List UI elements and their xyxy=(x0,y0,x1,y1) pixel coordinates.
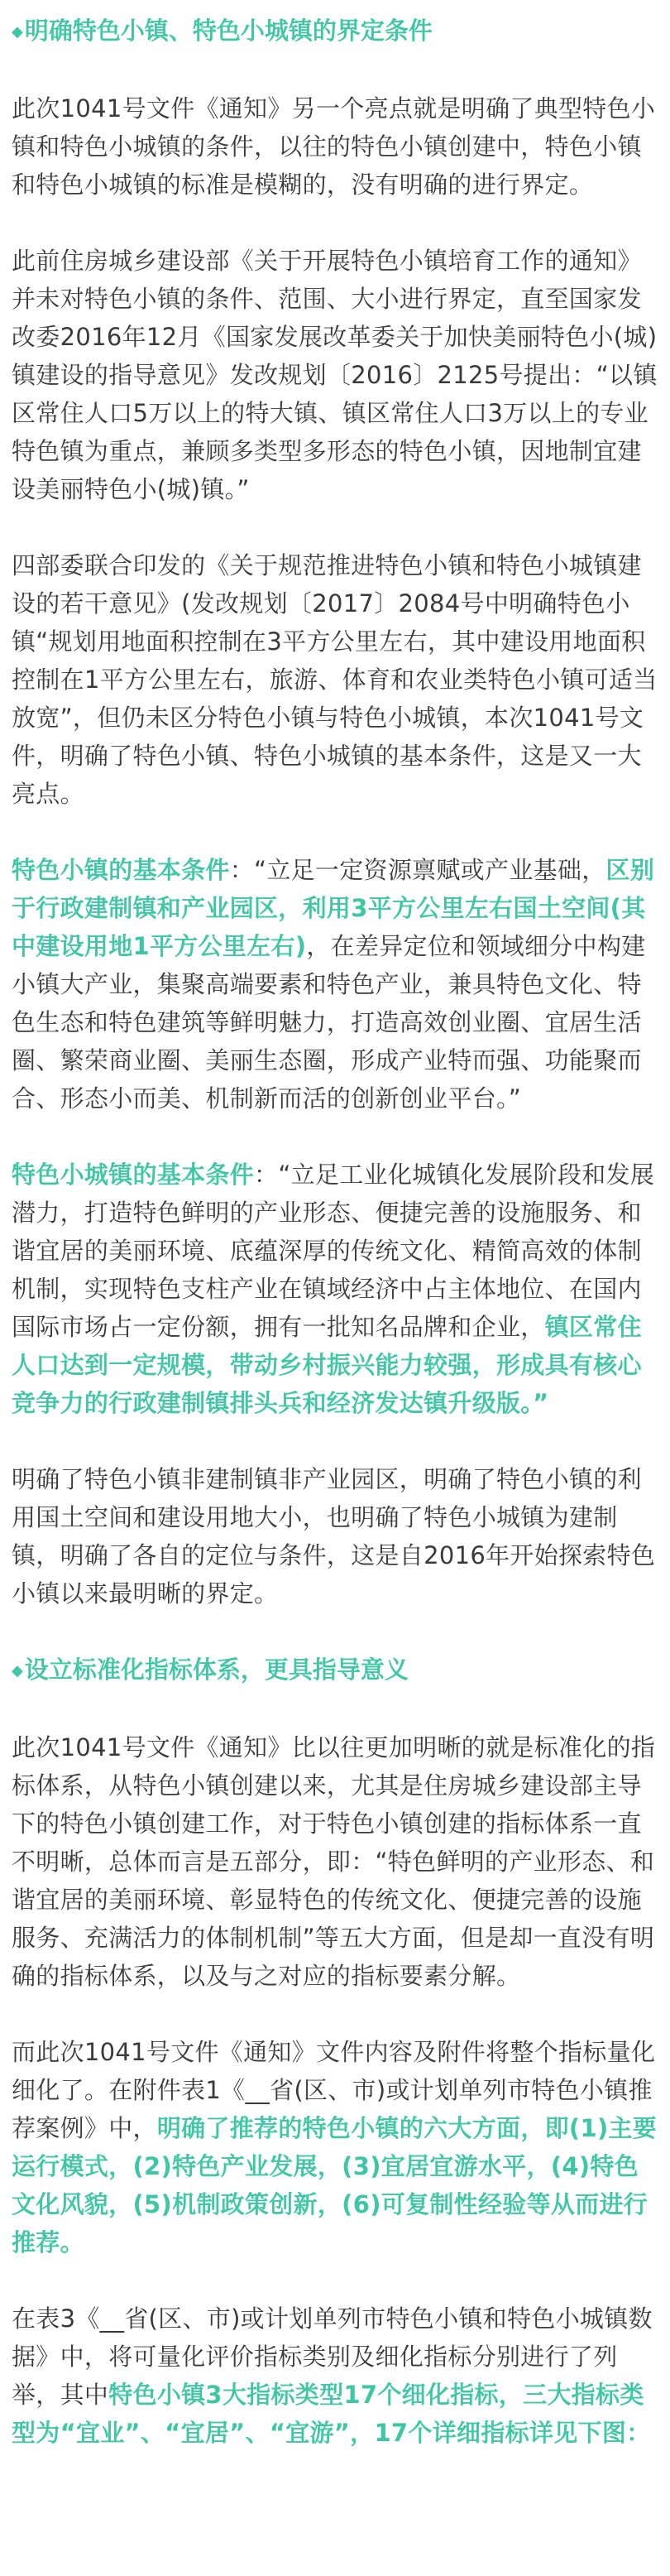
paragraph xyxy=(12,851,658,1117)
body-text: 在表3《__省(区、市)或计划单列市特色小镇和特色小城镇数据》中，将可量化评价指标类别及细化指标分别进行了列举，其中 xyxy=(12,2304,653,2409)
section-heading xyxy=(12,12,658,51)
diamond-bullet-icon: ◆ xyxy=(12,1662,23,1680)
body-text: 明确了特色小镇非建制镇非产业园区，明确了特色小镇的利用国土空间和建设用地大小，也明确了特色小城镇为建制镇，明确了各自的定位与条件，这是自2016年开始探索特色小镇以来最明晰的界定。 xyxy=(12,1465,656,1608)
body-text: ，在差异定位和领域细分中构建小镇大产业，集聚高端要素和特色产业，兼具特色文化、特色生态和特色建筑等鲜明魅力，打造高效创业圈、宜居生活圈、繁荣商业圈、美丽生态圈，形成产业特而强、功能聚而合、形态小而美、机制新而活的创新创业平台。” xyxy=(12,932,646,1113)
paragraph xyxy=(12,2300,658,2452)
paragraph xyxy=(12,2033,658,2261)
paragraph xyxy=(12,89,658,204)
body-text: 四部委联合印发的《关于规范推进特色小镇和特色小城镇建设的若干意见》(发改规划〔2017〕2084号中明确特色小镇“规划用地面积控制在3平方公里左右，其中建设用地面积控制在1平方公里左右，旅游、体育和农业类特色小镇可适当放宽”，但仍未区分特色小镇与特色小城镇，本次1041号文件，明确了特色小镇、特色小城镇的基本条件，这是又一大亮点。 xyxy=(12,551,658,808)
paragraph xyxy=(12,242,658,508)
body-text: 此次1041号文件《通知》比以往更加明晰的就是标准化的指标体系，从特色小镇创建以来，尤其是住房城乡建设部主导下的特色小镇创建工作，对于特色小镇创建的指标体系一直不明晰，总体而言是五部分，即：“特色鲜明的产业形态、和谐宜居的美丽环境、彰显特色的传统文化、便捷完善的设施服务、充满活力的体制机制”等五大方面，但是却一直没有明确的指标体系，以及与之对应的指标要素分解。 xyxy=(12,1733,656,1990)
highlighted-text: 区别于行政建制镇和产业园区，利用3平方公里左右国土空间(其中建设用地1平方公里左右) xyxy=(12,856,655,960)
body-text: 此前住房城乡建设部《关于开展特色小镇培育工作的通知》并未对特色小镇的条件、范围、大小进行界定，直至国家发改委2016年12月《国家发展改革委关于加快美丽特色小(城)镇建设的指导意见》发改规划〔2016〕2125号提出：“以镇区常住人口5万以上的特大镇、镇区常住人口3万以上的专业特色镇为重点，兼顾多类型多形态的特色小镇，因地制宜建设美丽特色小(城)镇。” xyxy=(12,247,658,503)
body-text: 而此次1041号文件《通知》文件内容及附件将整个指标量化细化了。在附件表1《__省(区、市)或计划单列市特色小镇推荐案例》中， xyxy=(12,2038,656,2142)
paragraph xyxy=(12,546,658,813)
body-text: ：“立足工业化城镇化发展阶段和发展潜力，打造特色鲜明的产业形态、便捷完善的设施服务、和谐宜居的美丽环境、底蕴深厚的传统文化、精简高效的体制机制，实现特色支柱产业在镇域经济中占主体地位、在国内国际市场占一定份额，拥有一批知名品牌和企业， xyxy=(12,1161,655,1341)
paragraph xyxy=(12,1728,658,1995)
paragraph xyxy=(12,1460,658,1612)
highlighted-text: 特色小镇3大指标类型17个细化指标，三大指标类型为“宜业”、“宜居”、“宜游”，17个详细指标详见下图： xyxy=(12,2381,651,2447)
highlighted-text: 镇区常住人口达到一定规模，带动乡村振兴能力较强，形成具有核心竞争力的行政建制镇排头兵和经济发达镇升级版。” xyxy=(12,1313,642,1417)
section-heading xyxy=(12,1651,658,1690)
paragraph xyxy=(12,1156,658,1422)
section-heading-text: 明确特色小镇、特色小城镇的界定条件 xyxy=(24,17,433,45)
section-heading-text: 设立标准化指标体系，更具指导意义 xyxy=(24,1656,409,1684)
diamond-bullet-icon: ◆ xyxy=(12,23,23,41)
highlighted-text: 特色小城镇的基本条件 xyxy=(12,1161,255,1189)
body-text: 此次1041号文件《通知》另一个亮点就是明确了典型特色小镇和特色小城镇的条件，以往的特色小镇创建中，特色小镇和特色小城镇的标准是模糊的，没有明确的进行界定。 xyxy=(12,94,656,199)
highlighted-text: 明确了推荐的特色小镇的六大方面，即(1)主要运行模式，(2)特色产业发展，(3)宜居宜游水平，(4)特色文化风貌，(5)机制政策创新，(6)可复制性经验等从而进行推荐。 xyxy=(12,2114,658,2256)
body-text: ：“立足一定资源禀赋或产业基础， xyxy=(229,856,606,884)
highlighted-text: 特色小镇的基本条件 xyxy=(12,856,230,884)
